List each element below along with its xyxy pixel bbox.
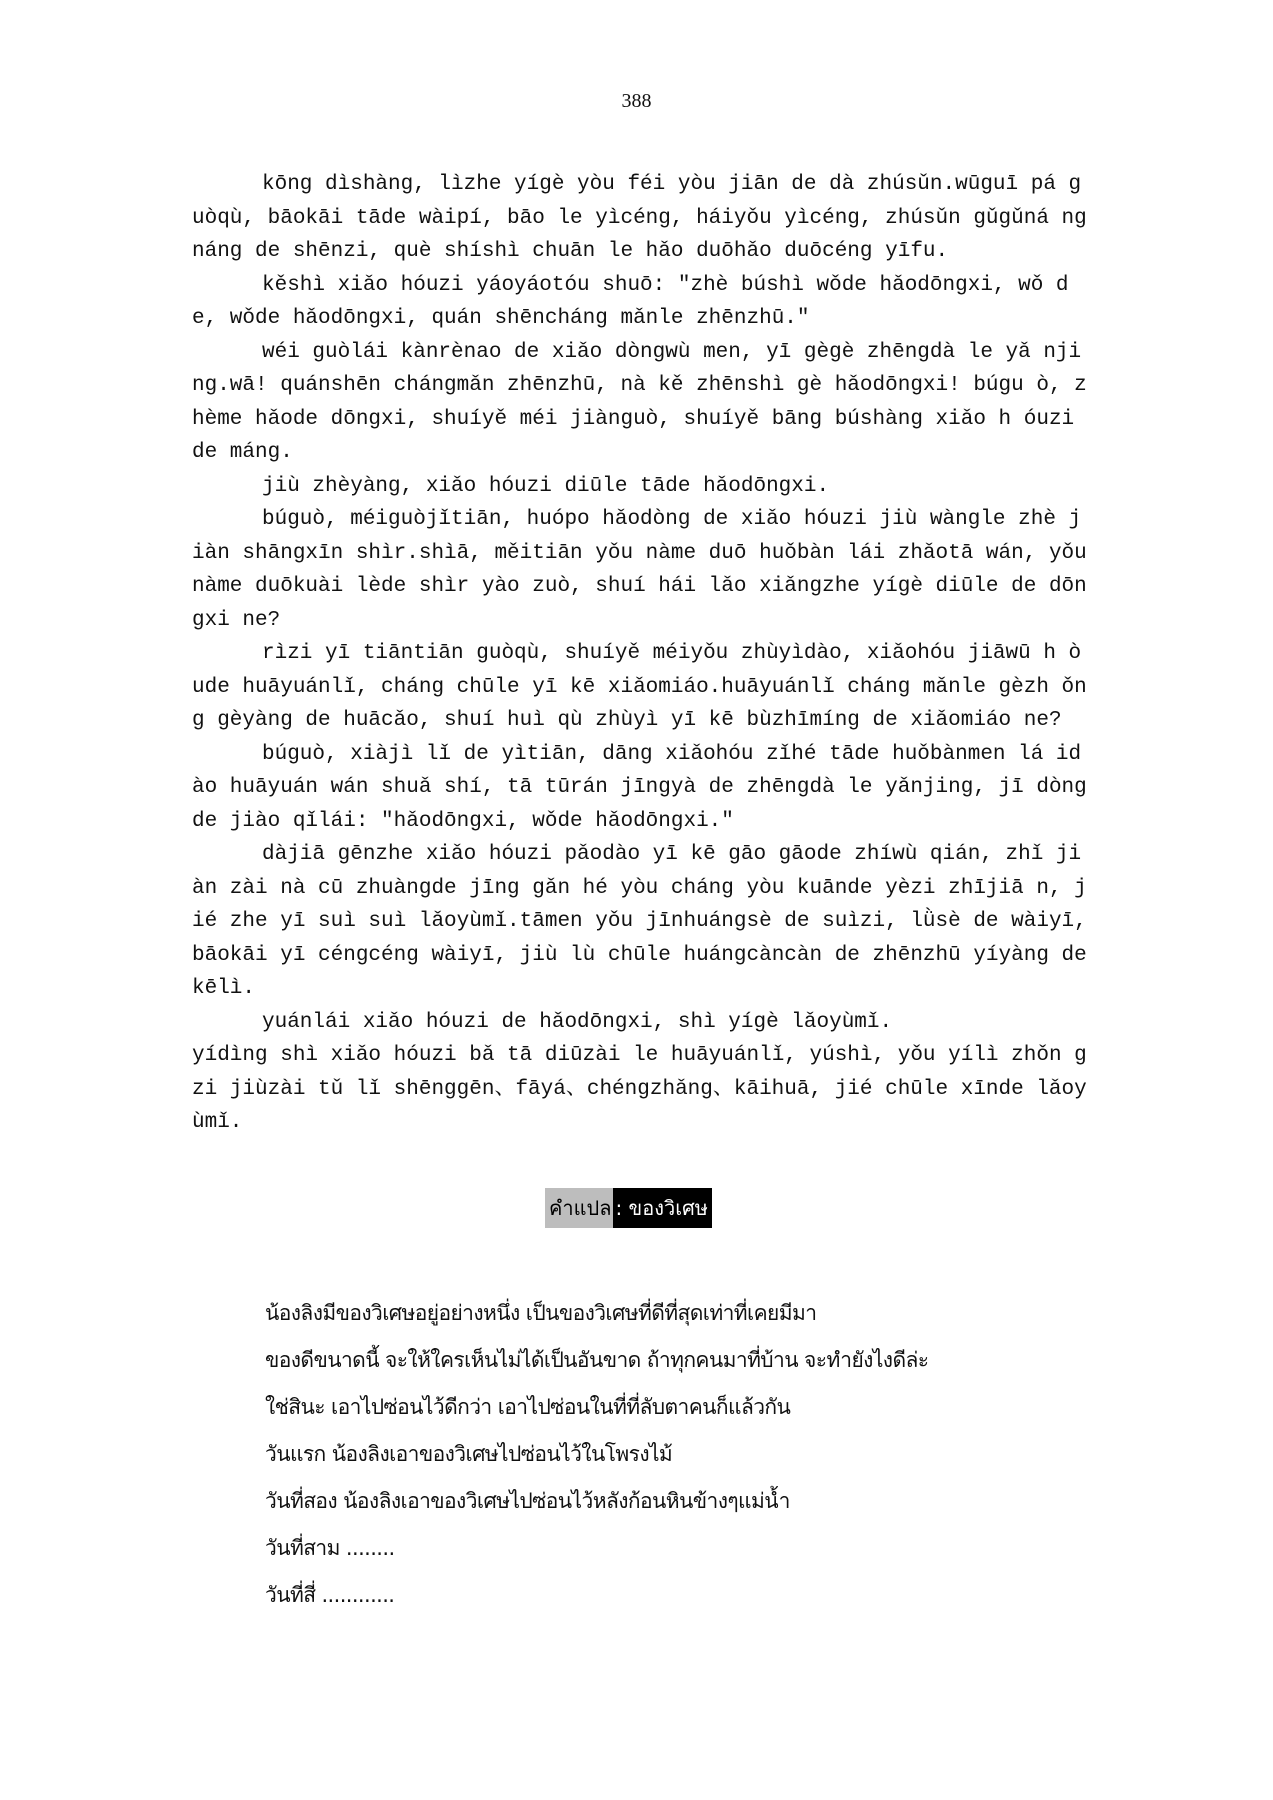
pinyin-story-text xyxy=(192,168,1088,1140)
pinyin-paragraph: kōng dìshàng, lìzhe yígè yòu féi yòu jiān de dà zhúsǔn.wūguī pá guòqù, bāokāi tāde wàipí, bāo le yìcéng, háiyǒu yìcéng, zhúsǔn gǔgǔná ngnáng de shēnzi, què shíshì chuān le hǎo duōhǎo duōcéng yīfu. xyxy=(192,173,1087,263)
translation-heading xyxy=(545,1188,712,1228)
pinyin-paragraph: kěshì xiǎo hóuzi yáoyáotóu shuō: ″zhè búshì wǒde hǎodōngxi, wǒ de, wǒde hǎodōngxi, quán shēncháng mǎnle zhēnzhū.″ xyxy=(192,273,1069,330)
pinyin-paragraph: yuánlái xiǎo hóuzi de hǎodōngxi, shì yígè lǎoyùmǐ. xyxy=(262,1010,893,1034)
pinyin-paragraph: búguò, méiguòjǐtiān, huópo hǎodòng de xiǎo hóuzi jiù wàngle zhè jiàn shāngxīn shìr.shìā, měitiān yǒu nàme duō huǒbàn lái zhǎotā wán, yǒu nàme duōkuài lède shìr yào zuò, shuí hái lǎo xiǎngzhe yígè diūle de dōngxi ne? xyxy=(192,508,1087,632)
translation-line: วันแรก น้องลิงเอาของวิเศษไปซ่อนไว้ในโพรงไม้ xyxy=(265,1442,673,1466)
translation-line: ใช่สินะ เอาไปซ่อนไว้ดีกว่า เอาไปซ่อนในที่ที่ลับตาคนก็แล้วกัน xyxy=(265,1395,791,1419)
translation-line: วันที่สี่ ............ xyxy=(265,1583,395,1607)
pinyin-paragraph: wéi guòlái kànrènao de xiǎo dòngwù men, yī gègè zhēngdà le yǎ njing.wā! quánshēn chángmǎn zhēnzhū, nà kě zhēnshì gè hǎodōngxi! búgu ò, zhème hǎode dōngxi, shuíyě méi jiànguò, shuíyě bāng búshàng xiǎo h óuzi de máng. xyxy=(192,340,1087,464)
pinyin-paragraph: dàjiā gēnzhe xiǎo hóuzi pǎodào yī kē gāo gāode zhíwù qián, zhǐ jiàn zài nà cū zhuàngde jīng gǎn hé yòu cháng yòu kuānde yèzi zhījiā n, jié zhe yī suì suì lǎoyùmǐ.tāmen yǒu jīnhuángsè de suìzi, lǜsè de wàiyī, bāokāi yī céngcéng wàiyī, jiù lù chūle huángcàncàn de zhēnzhū yíyàng de kēlì. xyxy=(192,843,1087,1000)
thai-translation-text xyxy=(265,1290,1125,1619)
translation-line: วันที่สาม ........ xyxy=(265,1536,395,1560)
pinyin-paragraph: rìzi yī tiāntiān guòqù, shuíyě méiyǒu zhùyìdào, xiǎohóu jiāwū h òude huāyuánlǐ, cháng chūle yī kē xiǎomiáo.huāyuánlǐ cháng mǎnle gèzh ǒng gèyàng de huācǎo, shuí huì qù zhùyì yī kē bùzhīmíng de xiǎomiáo ne? xyxy=(192,642,1087,732)
pinyin-paragraph: yídìng shì xiǎo hóuzi bǎ tā diūzài le huāyuánlǐ, yúshì, yǒu yílì zhǒn gzi jiùzài tǔ lǐ shēnggēn、fāyá、chéngzhǎng、kāihuā, jié chūle xīnde lǎoyùmǐ. xyxy=(192,1044,1087,1134)
translation-heading-label: คำแปล xyxy=(545,1188,613,1228)
pinyin-paragraph: búguò, xiàjì lǐ de yìtiān, dāng xiǎohóu zǐhé tāde huǒbànmen lá idào huāyuán wán shuǎ shí, tā tūrán jīngyà de zhēngdà le yǎnjing, jī dòngde jiào qǐlái: ″hǎodōngxi, wǒde hǎodōngxi.″ xyxy=(192,742,1087,833)
translation-line: วันที่สอง น้องลิงเอาของวิเศษไปซ่อนไว้หลังก้อนหินข้างๆแม่น้ำ xyxy=(265,1489,790,1513)
pinyin-paragraph: jiù zhèyàng, xiǎo hóuzi diūle tāde hǎodōngxi. xyxy=(262,474,830,498)
translation-line: ของดีขนาดนี้ จะให้ใครเห็นไม่ได้เป็นอันขาด ถ้าทุกคนมาที่บ้าน จะทำยังไงดีล่ะ xyxy=(265,1348,929,1372)
page-number: 388 xyxy=(621,90,652,112)
translation-line: น้องลิงมีของวิเศษอยู่อย่างหนึ่ง เป็นของวิเศษที่ดีที่สุดเท่าที่เคยมีมา xyxy=(265,1301,817,1325)
translation-heading-title: : ของวิเศษ xyxy=(613,1188,712,1228)
